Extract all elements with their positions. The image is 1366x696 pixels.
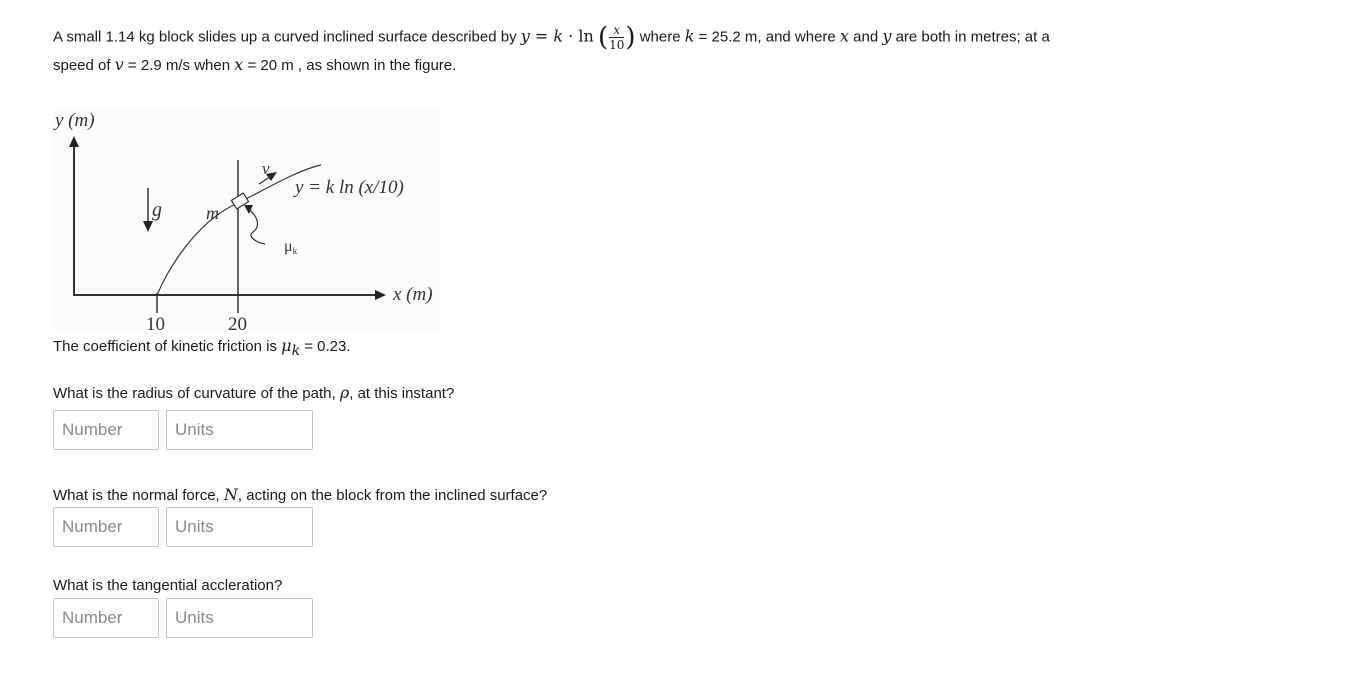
k-value: = 25.2 m, and where	[694, 28, 840, 46]
tick-label-10: 10	[146, 314, 165, 330]
x-axis-label: x (m)	[393, 284, 433, 305]
line2-start: speed of	[53, 57, 115, 74]
eq-ln: ln	[578, 26, 594, 46]
eq-frac-denominator: 10	[609, 38, 625, 52]
eq-dot: ·	[563, 26, 579, 46]
gravity-label: g	[152, 199, 162, 221]
eq-k: k	[553, 26, 564, 46]
x-symbol: x	[839, 26, 849, 46]
question-1-number-input[interactable]	[53, 410, 159, 450]
velocity-label: v	[262, 159, 270, 178]
question-2-prompt	[53, 485, 547, 506]
eq-frac-numerator: x	[609, 24, 624, 38]
eq-y: y	[520, 26, 530, 46]
y-axis-label: y (m)	[55, 110, 95, 131]
v-symbol: v	[114, 55, 124, 74]
mu-symbol: μ	[284, 238, 293, 255]
friction-text: The coefficient of kinetic friction is	[53, 338, 282, 355]
eq-equals: =	[529, 26, 554, 46]
curve-label: y = k ln (x/10)	[295, 177, 404, 198]
and-text: and	[848, 28, 883, 46]
eq-fraction	[609, 24, 624, 51]
question-2-symbol: N	[223, 485, 238, 504]
question-1-symbol: ρ	[339, 383, 350, 402]
problem-statement-line-1	[53, 24, 1050, 51]
question-2-number-input[interactable]	[53, 507, 159, 547]
question-1-post: , at this instant?	[349, 385, 455, 402]
friction-mu-sub: k	[291, 343, 301, 359]
k-symbol: k	[684, 26, 695, 46]
x-symbol-2: x	[234, 55, 244, 74]
problem-intro: A small 1.14 kg block slides up a curved inclined surface described by	[53, 28, 521, 46]
friction-statement	[53, 336, 351, 361]
problem-figure	[53, 108, 439, 330]
question-3-pre: What is the tangential accleration?	[53, 577, 283, 594]
eq-left-paren: (	[597, 22, 609, 53]
question-2-units-input[interactable]	[166, 507, 313, 547]
question-3-number-input[interactable]	[53, 598, 159, 638]
v-value: = 2.9 m/s when	[123, 57, 235, 74]
question-1-prompt	[53, 383, 454, 404]
friction-value: = 0.23.	[300, 338, 351, 355]
line1-end: are both in metres; at a	[891, 28, 1050, 46]
question-1-units-input[interactable]	[166, 410, 313, 450]
figure-svg	[53, 108, 439, 330]
problem-statement-line-2	[53, 55, 456, 76]
mu-subscript: k	[292, 246, 298, 256]
mass-label: m	[206, 203, 219, 223]
x-value: = 20 m , as shown in the figure.	[243, 57, 457, 74]
y-symbol: y	[882, 26, 892, 46]
eq-right-paren: )	[625, 22, 636, 53]
question-2-post: , acting on the block from the inclined surface?	[237, 487, 548, 504]
tick-label-20: 20	[228, 314, 247, 330]
friction-mu: μ	[281, 336, 292, 355]
question-2-pre: What is the normal force,	[53, 487, 224, 504]
question-3-prompt	[53, 576, 282, 596]
question-3-units-input[interactable]	[166, 598, 313, 638]
problem-mid1: where	[639, 28, 685, 46]
question-1-pre: What is the radius of curvature of the path,	[53, 385, 340, 402]
